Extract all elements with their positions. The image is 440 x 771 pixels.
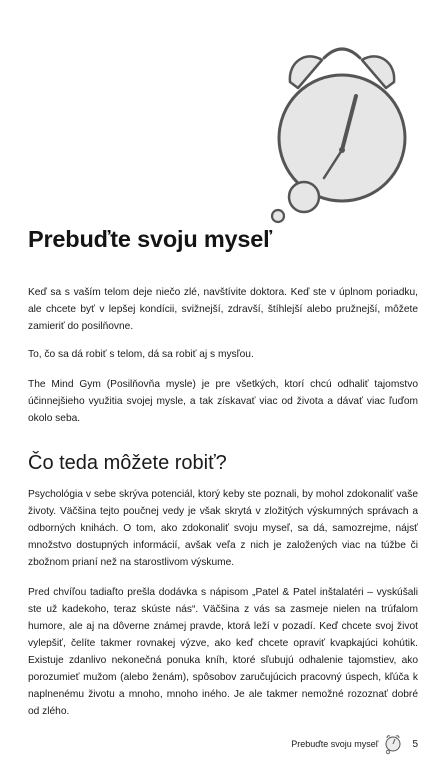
paragraph-intro: Keď sa s vaším telom deje niečo zlé, navštívite doktora. Keď ste v úplnom poriadku, ale chcete byť v lepšej kondícii, svižnejší, zdravší, štíhlejší alebo pružnejší, môžete zamieriť do posilňovne. xyxy=(28,287,418,332)
page-number: 5 xyxy=(412,738,418,750)
section-heading: Čo teda môžete robiť? xyxy=(28,452,227,474)
paragraph-psychology: Psychológia v sebe skrýva potenciál, ktorý keby ste poznali, by mohol zdokonaliť vaše životy. Väčšina tejto poučnej vedy je však skrytá v zložitých výskumných správach a odborných knihách. O tom, ako zdokonaliť svoju myseľ, sa dá, samozrejme, nájsť množstvo dostupných informácií, avšak veľa z nich je založených viac na túžbe či zbožnom prianí než na starostlivom výskume. xyxy=(28,489,418,568)
page-footer xyxy=(291,733,418,755)
running-title: Prebuďte svoju myseľ xyxy=(291,739,379,749)
mini-alarm-clock-icon xyxy=(384,733,402,755)
page-title: Prebuďte svoju myseľ xyxy=(28,226,272,252)
paragraph-body-mind: To, čo sa dá robiť s telom, dá sa robiť aj s mysľou. xyxy=(28,349,254,360)
paragraph-mind-gym: The Mind Gym (Posilňovňa mysle) je pre všetkých, ktorí chcú odhaliť tajomstvo účinnejšieho využitia svojej mysle, a tak získavať viac od života a dávať viac ľuďom okolo seba. xyxy=(28,379,418,424)
paragraph-patel: Pred chvíľou tadiaľto prešla dodávka s nápisom „Patel & Patel inštalatéri – vyskúšali ste už kadekoho, teraz skúste nás“. Väčšina z vás sa zasmeje nielen na trúfalom humore, ale aj na dôverne známej pravde, ktorá leží v pozadí. Keď chcete svoj život vylepšiť, čelíte takmer rovnakej výzve, ako keď chcete opraviť kvapkajúci kohútik. Existuje zdanlivo nekonečná ponuka kníh, ktoré sľubujú odhalenie tajomstiev, ako porozumieť mužom (alebo ženám), spôsobov zaručujúcich pracovný úspech, kľúča k naplnenému životu a mnoho, mnoho iného. Je ale takmer nemožné rozoznať dobré od zlého. xyxy=(28,587,418,717)
alarm-clock-icon xyxy=(262,40,422,230)
